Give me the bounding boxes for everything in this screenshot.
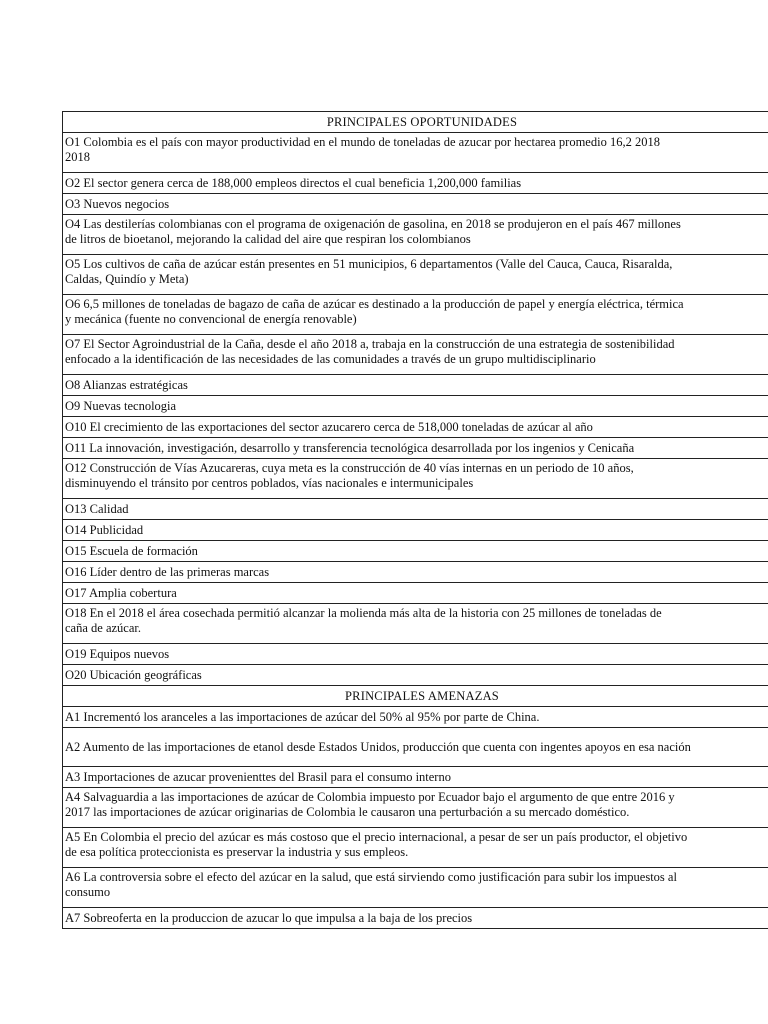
opportunity-text-line: de litros de bioetanol, mejorando la calidad del aire que respiran los colombianos — [65, 232, 471, 246]
opportunity-text-line: O20 Ubicación geográficas — [65, 668, 202, 682]
opportunity-row — [63, 215, 768, 255]
opportunity-text-line: O5 Los cultivos de caña de azúcar están presentes en 51 municipios, 6 departamentos (Valle del Cauca, Cauca, Risaralda, — [65, 257, 673, 271]
opportunity-row — [63, 438, 768, 459]
threats-heading: PRINCIPALES AMENAZAS — [63, 686, 768, 707]
opportunity-cell — [63, 194, 768, 215]
threat-cell — [63, 728, 768, 767]
opportunity-text-line: O6 6,5 millones de toneladas de bagazo de caña de azúcar es destinado a la producción de papel y energía eléctrica, térmica — [65, 297, 684, 311]
opportunity-cell — [63, 665, 768, 686]
opportunity-row — [63, 644, 768, 665]
opportunity-text-line: Caldas, Quindío y Meta) — [65, 272, 189, 286]
opportunities-heading: PRINCIPALES OPORTUNIDADES — [63, 112, 768, 133]
opportunity-cell — [63, 295, 768, 335]
threat-row — [63, 868, 768, 908]
opportunity-text-line: O17 Amplia cobertura — [65, 586, 177, 600]
opportunity-cell — [63, 396, 768, 417]
opportunity-cell — [63, 583, 768, 604]
opportunity-text-line: O4 Las destilerías colombianas con el programa de oxigenación de gasolina, en 2018 se produjeron en el país 467 millones — [65, 217, 681, 231]
opportunity-text-line: enfocado a la identificación de las necesidades de las comunidades a través de un grupo multidisciplinario — [65, 352, 596, 366]
threat-text-line: A4 Salvaguardia a las importaciones de azúcar de Colombia impuesto por Ecuador bajo el argumento de que entre 2016 y — [65, 790, 675, 804]
swot-table-body — [63, 112, 768, 929]
threat-row — [63, 707, 768, 728]
opportunity-text-line: 2018 — [65, 150, 90, 164]
opportunity-text-line: O13 Calidad — [65, 502, 129, 516]
opportunities-heading-row — [63, 112, 768, 133]
opportunity-text-line: O10 El crecimiento de las exportaciones del sector azucarero cerca de 518,000 toneladas de azúcar al año — [65, 420, 593, 434]
opportunity-text-line: O7 El Sector Agroindustrial de la Caña, desde el año 2018 a, trabaja en la construcción de una estrategia de sostenibilidad — [65, 337, 675, 351]
threat-cell — [63, 767, 768, 788]
opportunity-text-line: O2 El sector genera cerca de 188,000 empleos directos el cual beneficia 1,200,000 familias — [65, 176, 522, 190]
opportunity-cell — [63, 520, 768, 541]
opportunity-row — [63, 194, 768, 215]
opportunity-row — [63, 173, 768, 194]
threat-text-line: de esa política proteccionista es preservar la industria y sus empleos. — [65, 845, 409, 859]
opportunity-row — [63, 499, 768, 520]
threat-row — [63, 908, 768, 929]
opportunity-text-line: O9 Nuevas tecnologia — [65, 399, 177, 413]
opportunity-text-line: O12 Construcción de Vías Azucareras, cuya meta es la construcción de 40 vías internas en un periodo de 10 años, — [65, 461, 634, 475]
opportunity-cell — [63, 644, 768, 665]
opportunity-cell — [63, 335, 768, 375]
opportunity-cell — [63, 215, 768, 255]
opportunity-text-line: O15 Escuela de formación — [65, 544, 198, 558]
threat-row — [63, 788, 768, 828]
threat-text-line: A6 La controversia sobre el efecto del azúcar en la salud, que está sirviendo como justificación para subir los impuestos al — [65, 870, 677, 884]
opportunity-row — [63, 562, 768, 583]
opportunity-row — [63, 583, 768, 604]
threat-text-line: consumo — [65, 885, 111, 899]
threat-row — [63, 828, 768, 868]
threats-heading-row — [63, 686, 768, 707]
threat-row — [63, 728, 768, 767]
opportunity-row — [63, 417, 768, 438]
opportunity-row — [63, 459, 768, 499]
opportunity-cell — [63, 541, 768, 562]
opportunity-cell — [63, 417, 768, 438]
opportunity-cell — [63, 604, 768, 644]
threat-text-line: A3 Importaciones de azucar provenienttes del Brasil para el consumo interno — [65, 770, 451, 784]
threat-text-line: A2 Aumento de las importaciones de etanol desde Estados Unidos, producción que cuenta con ingentes apoyos en esa nación — [65, 740, 691, 754]
threat-text-line: A5 En Colombia el precio del azúcar es más costoso que el precio internacional, a pesar de ser un país productor, el objetivo — [65, 830, 688, 844]
threat-text-line: 2017 las importaciones de azúcar originarias de Colombia le causaron una perturbación a su mercado doméstico. — [65, 805, 630, 819]
swot-table — [62, 111, 768, 929]
opportunity-row — [63, 520, 768, 541]
opportunity-row — [63, 255, 768, 295]
opportunity-text-line: caña de azúcar. — [65, 621, 141, 635]
threat-row — [63, 767, 768, 788]
opportunity-cell — [63, 499, 768, 520]
opportunity-row — [63, 133, 768, 173]
threat-cell — [63, 828, 768, 868]
opportunity-row — [63, 665, 768, 686]
opportunity-text-line: O11 La innovación, investigación, desarrollo y transferencia tecnológica desarrollada por los ingenios y Cenicaña — [65, 441, 635, 455]
threat-cell — [63, 788, 768, 828]
opportunity-row — [63, 604, 768, 644]
opportunity-cell — [63, 562, 768, 583]
opportunity-text-line: y mecánica (fuente no convencional de energía renovable) — [65, 312, 357, 326]
opportunity-text-line: O1 Colombia es el país con mayor productividad en el mundo de toneladas de azucar por hectarea promedio 16,2 2018 — [65, 135, 660, 149]
opportunity-text-line: O14 Publicidad — [65, 523, 144, 537]
opportunity-text-line: O8 Alianzas estratégicas — [65, 378, 188, 392]
opportunity-row — [63, 295, 768, 335]
threat-cell — [63, 868, 768, 908]
threat-cell — [63, 707, 768, 728]
opportunity-row — [63, 335, 768, 375]
opportunity-text-line: O19 Equipos nuevos — [65, 647, 170, 661]
opportunity-row — [63, 396, 768, 417]
opportunity-cell — [63, 133, 768, 173]
opportunity-row — [63, 541, 768, 562]
opportunity-text-line: O3 Nuevos negocios — [65, 197, 170, 211]
opportunity-cell — [63, 459, 768, 499]
opportunity-cell — [63, 375, 768, 396]
opportunity-text-line: O16 Líder dentro de las primeras marcas — [65, 565, 270, 579]
opportunity-cell — [63, 255, 768, 295]
threat-cell — [63, 908, 768, 929]
threat-text-line: A7 Sobreoferta en la produccion de azucar lo que impulsa a la baja de los precios — [65, 911, 473, 925]
opportunity-text-line: disminuyendo el tránsito por centros poblados, vías nacionales e intermunicipales — [65, 476, 474, 490]
opportunity-row — [63, 375, 768, 396]
threat-text-line: A1 Incrementó los aranceles a las importaciones de azúcar del 50% al 95% por parte de China. — [65, 710, 540, 724]
opportunity-cell — [63, 438, 768, 459]
opportunity-text-line: O18 En el 2018 el área cosechada permitió alcanzar la molienda más alta de la historia con 25 millones de toneladas de — [65, 606, 662, 620]
opportunity-cell — [63, 173, 768, 194]
